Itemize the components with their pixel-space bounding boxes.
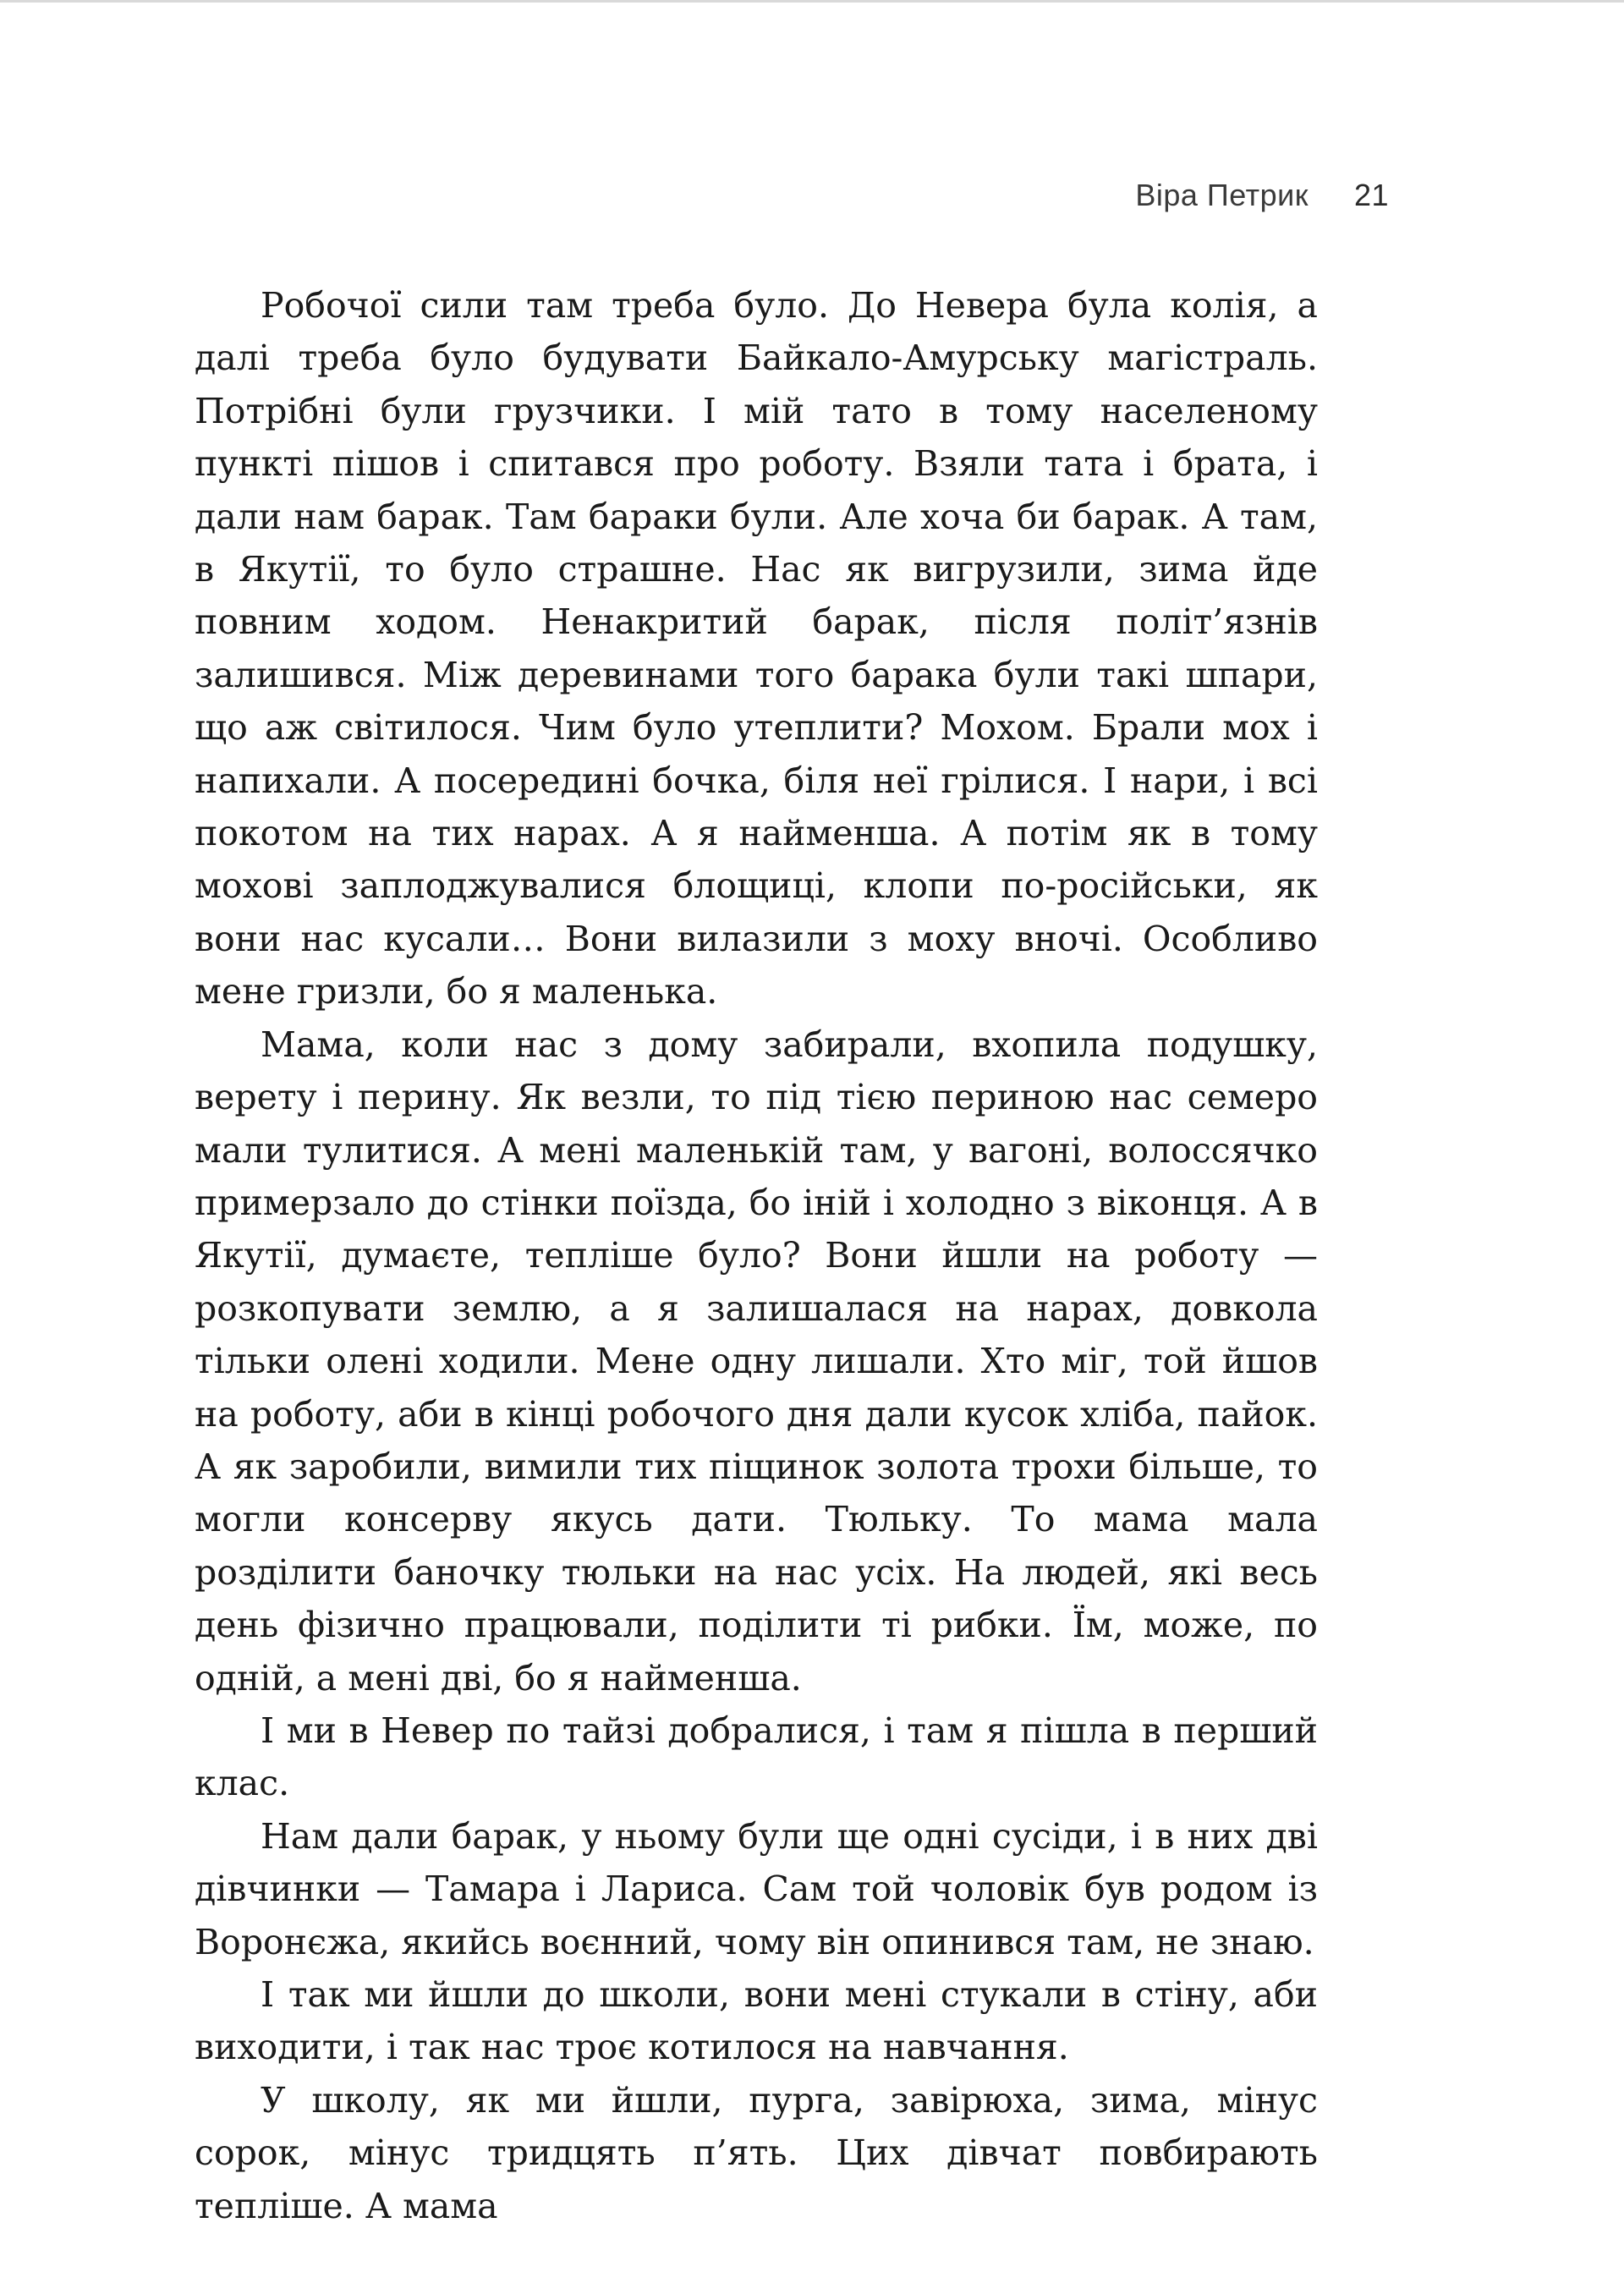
page-top-border: [0, 0, 1624, 3]
paragraph: Робочої сили там треба було. До Невера була колія, а далі треба було будувати Байкало-Амурську магістраль. Потрібні були грузчики. І мій тато в тому населеному пункті пішов і спитався про роботу. Взяли тата і брата, і дали нам барак. Там бараки були. Але хоча би барак. А там, в Якутії, то було страшне. Нас як вигрузили, зима йде повним ходом. Ненакритий барак, після політ’язнів залишився. Між деревинами того барака були такі шпари, що аж світилося. Чим було утеплити? Мохом. Брали мох і напихали. А посередині бочка, біля неї грілися. І нари, і всі покотом на тих нарах. А я найменша. А потім як в тому мохові заплоджувалися блощиці, клопи по-російськи, як вони нас кусали… Вони вилазили з моху вночі. Особливо мене гризли, бо я маленька.: [195, 285, 1318, 1013]
paragraph: Мама, коли нас з дому забирали, вхопила подушку, верету і перину. Як везли, то під тією периною нас семеро мали тулитися. А мені маленькій там, у вагоні, волоссячко примерзало до стінки поїзда, бо іній і холодно з віконця. А в Якутії, думаєте, тепліше було? Вони йшли на роботу — розкопувати землю, а я залишалася на нарах, довкола тільки олені ходили. Мене одну лишали. Хто міг, той йшов на роботу, аби в кінці робочого дня дали кусок хліба, пайок. А як заробили, вимили тих піщинок золота трохи більше, то могли консерву якусь дати. Тюльку. То мама мала розділити баночку тюльки на нас усіх. На людей, які весь день фізично працювали, поділити ті рибки. Їм, може, по одній, а мені дві, бо я найменша.: [195, 1024, 1318, 1699]
paragraph: І так ми йшли до школи, вони мені стукали в стіну, аби виходити, і так нас троє котилося на навчання.: [195, 1974, 1318, 2068]
page-number: 21: [1353, 178, 1389, 212]
body-text: [195, 279, 1318, 2232]
paragraph: У школу, як ми йшли, пурга, завірюха, зима, мінус сорок, мінус тридцять п’ять. Цих дівчат повбирають тепліше. А мама: [195, 2079, 1318, 2226]
header-author: Віра Петрик: [1135, 178, 1309, 212]
paragraph: І ми в Невер по тайзі добралися, і там я пішла в перший клас.: [195, 1710, 1318, 1804]
paragraph: Нам дали барак, у ньому були ще одні сусіди, і в них дві дівчинки — Тамара і Лариса. Сам той чоловік був родом із Воронєжа, якийсь воєнний, чому він опинився там, не знаю.: [195, 1815, 1318, 1962]
running-header: [1135, 172, 1389, 219]
